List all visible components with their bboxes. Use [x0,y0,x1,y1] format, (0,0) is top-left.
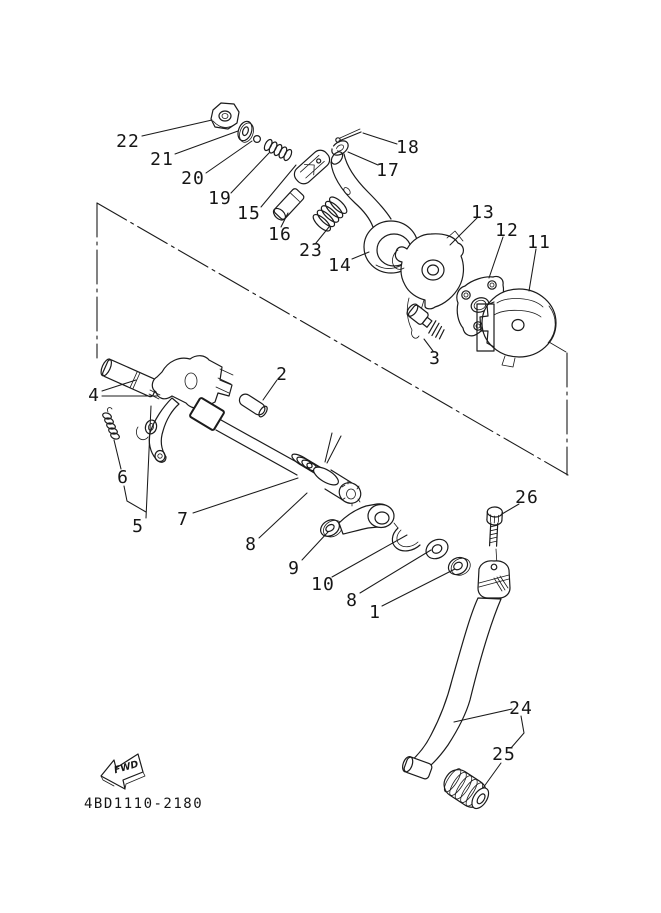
callout-5: 5 [132,516,144,537]
fwd-marker [101,754,145,789]
shift-shaft-assembly [99,356,365,508]
part-26-bolt [486,507,503,547]
callout-26: 26 [515,487,539,508]
callout-1: 1 [369,602,381,623]
part-6-spring [102,408,120,441]
part-21-washer [235,119,256,144]
callout-6: 6 [117,467,129,488]
callout-18: 18 [396,137,420,158]
part-19-spring [263,138,293,161]
shift-arm-link [339,504,394,534]
callout-24: 24 [509,698,533,719]
callout-22: 22 [116,131,140,152]
part-20-ring [254,136,261,143]
callout-13: 13 [471,202,495,223]
callout-4: 4 [88,385,100,406]
callout-8: 8 [245,534,257,555]
callout-16: 16 [268,224,292,245]
part-8-washer-b [423,535,452,562]
shaft-spring-seat [290,452,341,489]
callout-9: 9 [288,558,300,579]
callout-10: 10 [311,574,335,595]
fwd-label: FWD [112,758,140,777]
part-10-circlip [392,523,420,551]
part-2-pin [237,392,269,418]
part-code-text: 4BD1110-2180 [84,796,204,812]
callout-12: 12 [495,220,519,241]
pedal-group [401,507,510,814]
callout-11: 11 [527,232,551,253]
shaft-left-cylinder [99,358,159,398]
part-25-pedal-rubber [439,765,493,814]
shaft-pawl-arm [136,398,179,462]
callout-25: 25 [492,744,516,765]
callout-19: 19 [208,188,232,209]
part-18-pin-rod [336,129,361,142]
part-22-nut [211,103,239,129]
part-16-pin [271,188,305,223]
shaft-rod [216,420,302,475]
callout-20: 20 [181,168,205,189]
callout-17: 17 [376,160,400,181]
callout-14: 14 [328,255,352,276]
callout-2: 2 [276,364,288,385]
part-15-link-body [291,147,333,187]
part-13-stopper-plate [392,231,463,338]
callout-7: 7 [177,509,189,530]
callout-3: 3 [429,348,441,369]
callout-21: 21 [150,149,174,170]
part-1-collar [445,553,473,580]
callout-8: 8 [346,590,358,611]
part-23-spring [311,194,350,233]
unlabeled-pointer-lines [325,433,341,463]
shaft-bracket [152,356,232,409]
callout-15: 15 [237,203,261,224]
callout-23: 23 [299,240,323,261]
